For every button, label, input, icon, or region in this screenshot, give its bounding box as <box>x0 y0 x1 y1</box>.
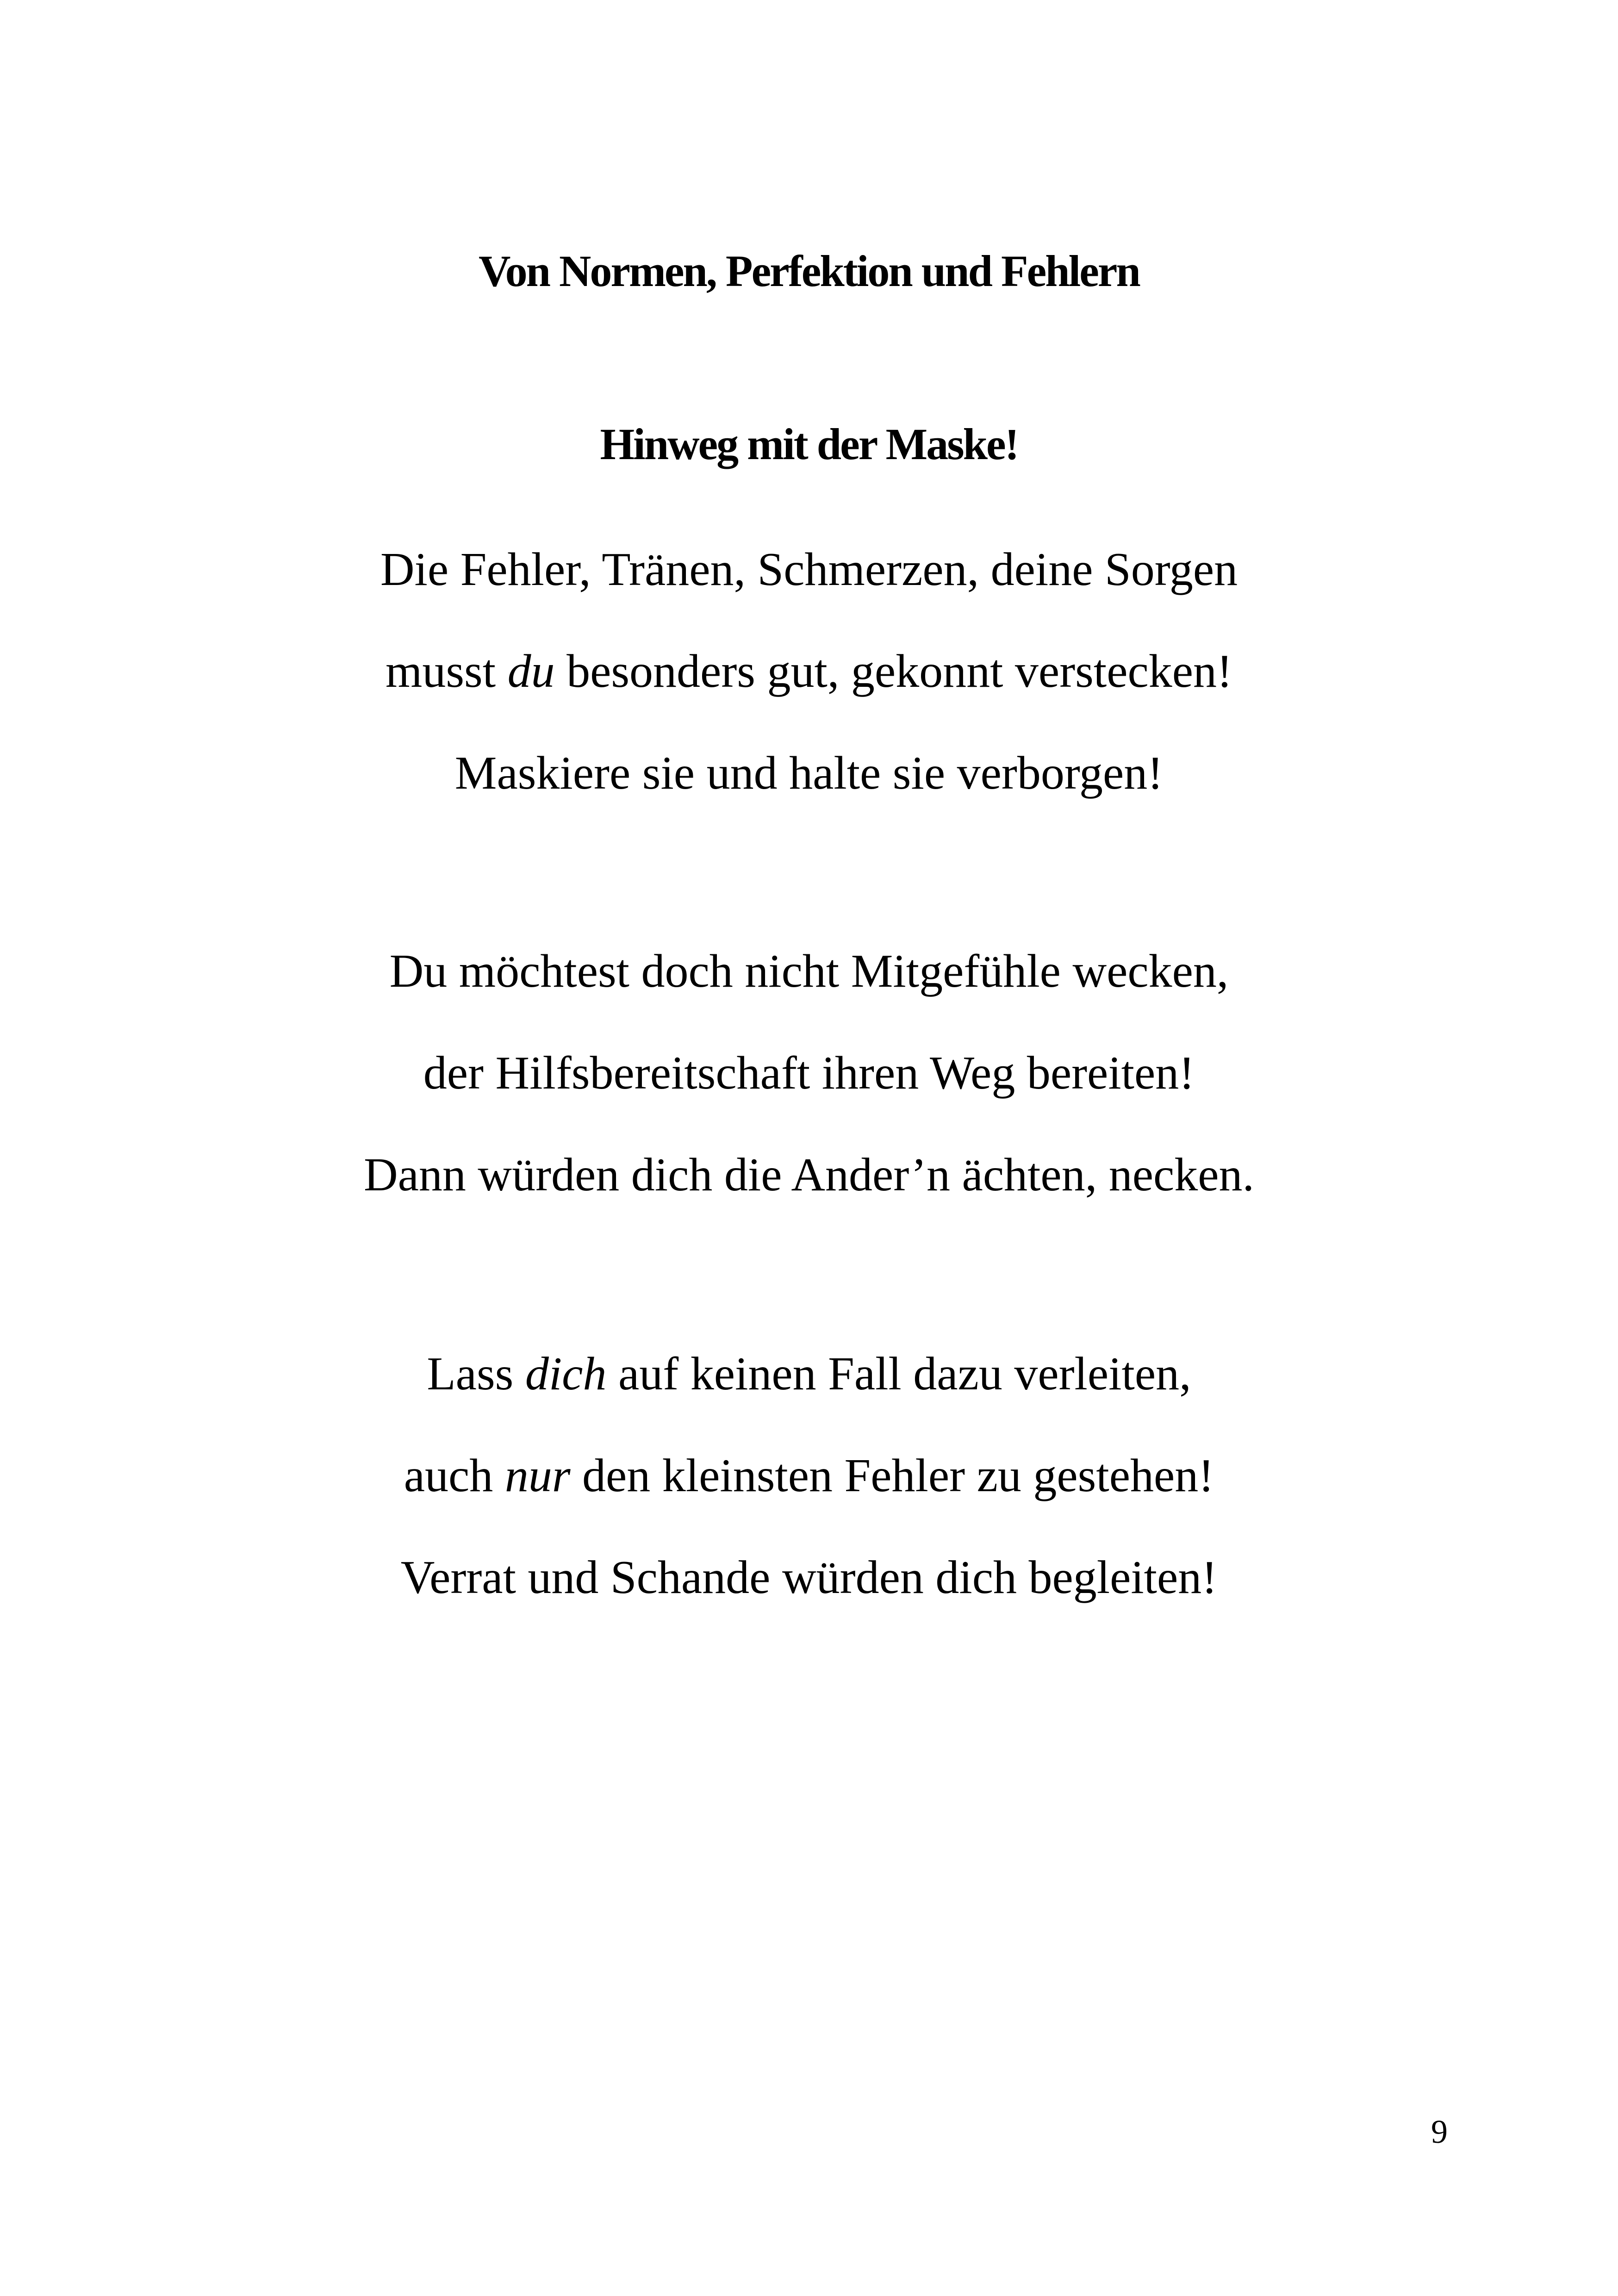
line-segment: Lass <box>427 1348 525 1400</box>
poem-line: Dann würden dich die Ander’n ächten, necken. <box>363 1149 1255 1201</box>
page-number: 9 <box>1431 2113 1448 2150</box>
poem-line: Verrat und Schande würden dich begleiten! <box>400 1551 1218 1604</box>
poem-line: der Hilfsbereitschaft ihren Weg bereiten! <box>423 1047 1195 1099</box>
poem-line: Du möchtest doch nicht Mitgefühle wecken, <box>389 945 1229 997</box>
line-segment: den kleinsten Fehler zu gestehen! <box>570 1450 1214 1502</box>
poem-line <box>0 645 1618 697</box>
poem-line: Die Fehler, Tränen, Schmerzen, deine Sorgen <box>380 543 1238 596</box>
line-segment: auf keinen Fall dazu verleiten, <box>606 1348 1191 1400</box>
line-segment: besonders gut, gekonnt verstecken! <box>554 645 1232 697</box>
line-segment: musst <box>386 645 508 697</box>
poem-line <box>0 1350 1618 1398</box>
page-title: Von Normen, Perfektion und Fehlern <box>479 246 1139 296</box>
emphasized-word: nur <box>504 1450 571 1502</box>
line-segment: auch <box>404 1450 505 1502</box>
emphasized-word: dich <box>525 1348 607 1400</box>
poem-line: Maskiere sie und halte sie verborgen! <box>454 747 1164 799</box>
poem-title: Hinweg mit der Maske! <box>600 419 1018 469</box>
poem-line <box>0 1452 1618 1500</box>
emphasized-word: du <box>507 645 555 697</box>
